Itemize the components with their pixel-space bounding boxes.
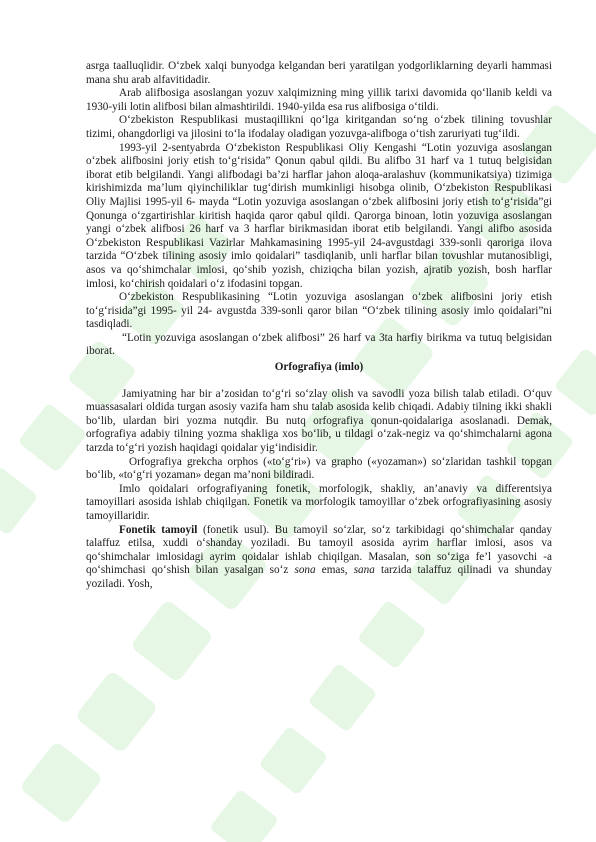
paragraph-9: Imlo qoidalari orfografiyaning fonetik, morfologik, shakliy, an’anaviy va differentsiya tamoyillari asosida ishlab chiqilgan. Fonetik va morfologik tamoyillar o‘zbek orfografiyasining asosiy tamoyillaridir. (86, 482, 552, 522)
paragraph-6: “Lotin yozuviga asoslangan o‘zbek alifbosi” 26 harf va 3ta harfiy birikma va tutuq belgisidan iborat. (86, 331, 552, 358)
paragraph-1: asrga taalluqlidir. O‘zbek xalqi bunyodga kelgandan beri yaratilgan yodgorliklarning deyarli hammasi mana shu arab alfavitidadir. (86, 60, 552, 86)
paragraph-10-part-b: emas, (315, 564, 354, 577)
paragraph-5: O‘zbekiston Respublikasining “Lotin yozuviga asoslangan o‘zbek alifbosini joriy etish to‘g‘risida”gi 1995- yil 24- avgustda 339-sonli qaror bilan “O‘zbek tilining asosiy imlo qoidalari”ni tasdiqladi. (86, 291, 552, 331)
paragraph-10-part-c: tarzida talaffuz qilinadi va shunday yoziladi. Yosh, (86, 564, 552, 590)
term-fonetik-tamoyil: Fonetik tamoyil (119, 523, 198, 536)
paragraph-7: Jamiyatning har bir a’zosidan to‘g‘ri so‘zlay olish va savodli yoza bilish talab etiladi. O‘quv muassasalari oldida turgan asosiy vazifa ham shu talab asosida kelib chiqadi. Adabiy tilning ikki shakli bo‘lib, ulardan biri yozma nutqdir. Bu nutq orfografiya qonun-qoidalariga asoslanadi. Demak, orfografiya adabiy tilning yozma shakliga xos bo‘lib, u tildagi o‘zak-negiz va qo‘shimchalarni agona tarzda to‘g‘ri yozish haqidagi qoidalar yig‘indisidir. (86, 387, 552, 455)
document-page (86, 60, 552, 592)
word-sana: sana (353, 564, 375, 577)
paragraph-3: O‘zbekiston Respublikasi mustaqillikni qo‘lga kiritgandan so‘ng o‘zbek tilining tovushlar tizimi, ohangdorligi va jilosini to‘la ifodalay oladigan yozuvga-alifboga o‘tish zaruriyati tug‘ildi. (86, 114, 552, 140)
paragraph-8: Orfografiya grekcha orphos («to‘g‘ri») va grapho («yozaman») so‘zlaridan tashkil topgan bo‘lib, «to‘g‘ri yozaman» degan ma’noni bildiradi. (86, 455, 552, 482)
paragraph-4: 1993-yil 2-sentyabrda O‘zbekiston Respublikasi Oliy Kengashi “Lotin yozuviga asoslangan o‘zbek alifbosini joriy etish to‘g‘risida” Qonun qabul qildi. Bu alifbo 31 harf va 1 tutuq belgisidan iborat etib belgilandi. Yangi alifbodagi ba’zi harflar jahon aloqa-aralashuv (kommunikatsiya) tizimiga kirishimizda ma’lum qiyinchiliklar tug‘dirish mumkinligi hisobga olinib, O‘zbekiston Respublikasi Oliy Majlisi 1995-yil 6- mayda “Lotin yozuviga asoslangan o‘zbek alifbosini joriy etish to‘g‘risida”gi Qonunga o‘zgartirishlar kiritish haqida qaror qabul qildi. Qarorga binoan, lotin yozuviga asoslangan yangi o‘zbek alifbosi 26 harf va 3 harflar birikmasidan iborat etib belgilandi. Yangi alifbo asosida O‘zbekiston Respublikasi Vazirlar Mahkamasining 1995-yil 24-avgustdagi 339-sonli qaroriga ilova tarzida “O‘zbek tilining asosiy imlo qoidalari” tasdiqlanib, unli harflar bilan tovushlar mutanosibligi, asos va qo‘shimchalar imlosi, qo‘shib yozish, chiziqcha bilan yozish, ajratib yozish, bosh harflar imlosi, ko‘chirish qoidalari o‘z ifodasini topgan. (86, 141, 552, 290)
word-sona: sona (294, 564, 316, 577)
paragraph-10-part-a: (fonetik usul). Bu tamoyil so‘zlar, so‘z tarkibidagi qo‘shimchalar qanday talaffuz etilsa, xuddi o‘shanday yoziladi. Bu tamoyil asosida ayrim harflar imlosi, asos va qo‘shimchalar imlosidagi ayrim qoidalar ishlab chiqilgan. Masalan, son so‘ziga fe’l yasovchi -a qo‘shimchasi qo‘shish bilan yasalgan so‘z (86, 523, 552, 577)
section-heading: Orfografiya (imlo) (274, 361, 364, 374)
paragraph-2: Arab alifbosiga asoslangan yozuv xalqimizning ming yillik tarixi davomida qo‘llanib keldi va 1930-yili lotin alifbosi bilan almashtirildi. 1940-yilda esa rus alifbosiga o‘tildi. (86, 87, 552, 113)
paragraph-10 (86, 524, 552, 592)
